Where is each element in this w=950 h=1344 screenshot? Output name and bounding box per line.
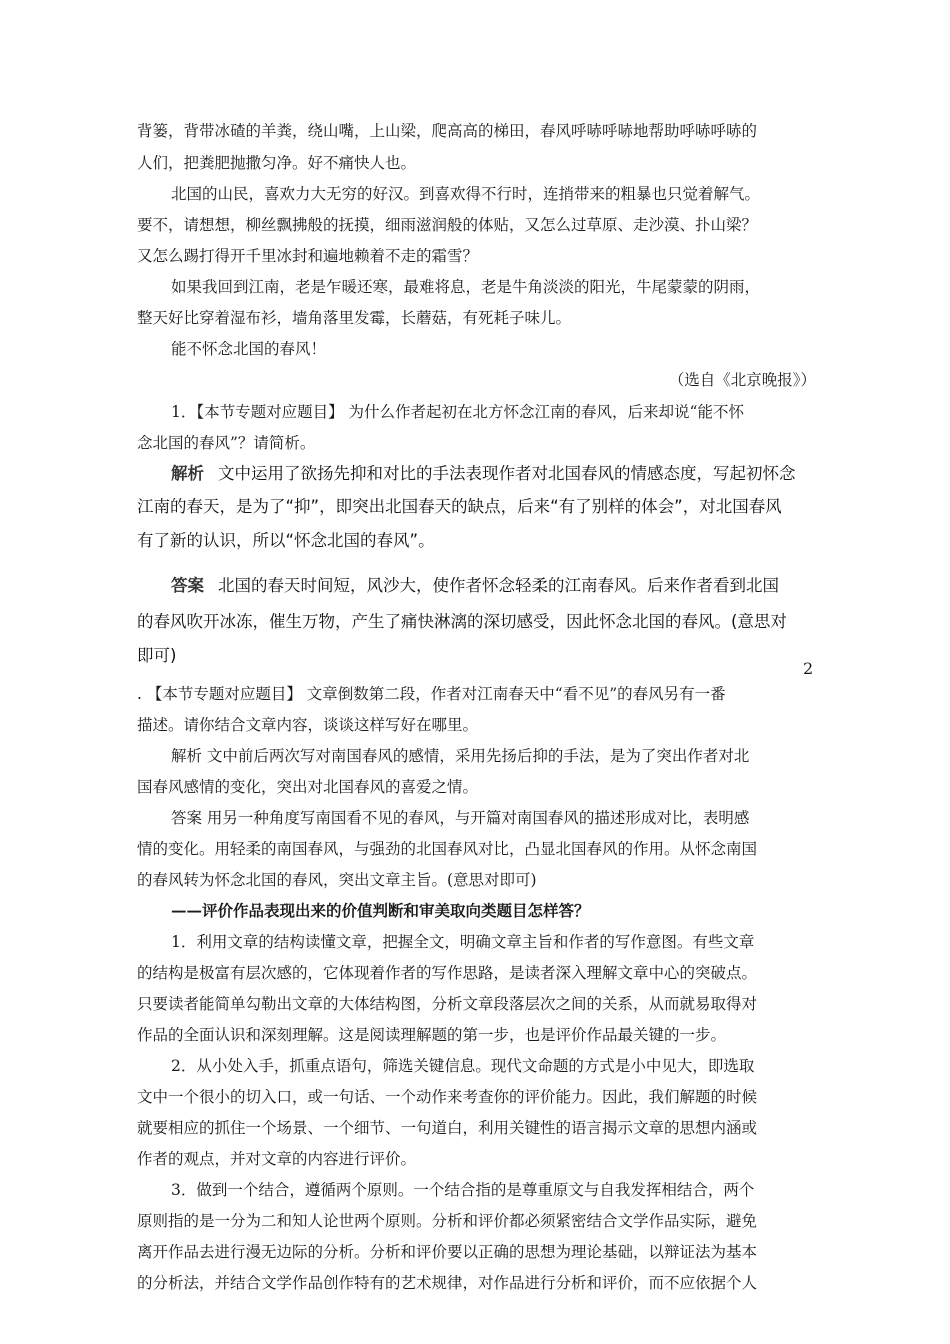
method-line: 离开作品去进行漫无边际的分析。分析和评价要以正确的思想为理论基础，以辩证法为基本 [137, 1243, 758, 1261]
analysis-label: 解析 [171, 464, 204, 483]
passage-line: 整天好比穿着湿布衫，墙角落里发霉，长蘑菇，有死耗子味儿。 [137, 309, 572, 327]
q1-answer-line: 即可) [137, 646, 177, 665]
passage-line: 北国的山民，喜欢力大无穷的好汉。到喜欢得不行时，连捎带来的粗暴也只觉着解气。 [171, 185, 761, 203]
passage-line: 要不，请想想，柳丝飘拂般的抚摸，细雨滋润般的体贴，又怎么过草原、走沙漠、扑山梁？ [137, 216, 758, 234]
q2-answer-line: 的春风转为怀念北国的春风，突出文章主旨。(意思对即可) [137, 871, 537, 889]
method-line: 3．做到一个结合，遵循两个原则。一个结合指的是尊重原文与自我发挥相结合，两个 [171, 1181, 755, 1199]
method-line: 的分析法，并结合文学作品创作特有的艺术规律，对作品进行分析和评价，而不应依据个人 [137, 1274, 758, 1292]
q1-answer-line: 的春风吹开冰冻，催生万物，产生了痛快淋漓的深切感受，因此怀念北国的春风。(意思对 [137, 612, 787, 631]
passage-line: 背篓，背带冰碴的羊粪，绕山嘴，上山梁，爬高高的梯田，春风呼哧呼哧地帮助呼哧呼哧的 [137, 122, 758, 140]
analysis-text: 文中运用了欲扬先抑和对比的手法表现作者对北国春风的情感态度，写起初怀念 [218, 464, 796, 483]
q1-analysis-line [171, 463, 851, 485]
question-1-line: 念北国的春风”？请简析。 [137, 434, 316, 452]
method-line: 2．从小处入手，抓重点语句，筛选关键信息。现代文命题的方式是小中见大，即选取 [171, 1057, 755, 1075]
q1-analysis-line: 江南的春天，是为了“抑”，即突出北国春天的缺点，后来“有了别样的体会”，对北国春风 [137, 497, 782, 516]
page-number: 2 [803, 659, 814, 678]
method-line: 的结构是极富有层次感的，它体现着作者的写作思路，是读者深入理解文章中心的突破点。 [137, 964, 758, 982]
question-1-line: 1．【本节专题对应题目】 为什么作者起初在北方怀念江南的春风，后来却说“能不怀 [171, 403, 744, 421]
question-2-line: 描述。请你结合文章内容，谈谈这样写好在哪里。 [137, 716, 479, 734]
section-heading: ——评价作品表现出来的价值判断和审美取向类题目怎样答？ [171, 901, 590, 920]
method-line: 原则指的是一分为二和知人论世两个原则。分析和评价都必须紧密结合文学作品实际，避免 [137, 1212, 758, 1230]
passage-line: 能不怀念北国的春风！ [171, 340, 327, 358]
method-line: 1．利用文章的结构读懂文章，把握全文，明确文章主旨和作者的写作意图。有些文章 [171, 933, 755, 951]
answer-label: 答案 [171, 576, 204, 595]
q1-analysis-line: 有了新的认识，所以“怀念北国的春风”。 [137, 531, 435, 550]
q2-answer-line: 情的变化。用轻柔的南国春风，与强劲的北国春风对比，凸显北国春风的作用。从怀念南国 [137, 840, 758, 858]
source-citation: （选自《北京晚报》） [668, 371, 816, 389]
passage-line: 如果我回到江南，老是乍暖还寒，最难将息，老是牛角淡淡的阳光，牛尾蒙蒙的阴雨， [171, 278, 761, 296]
passage-line: 又怎么踢打得开千里冰封和遍地赖着不走的霜雪？ [137, 247, 479, 265]
method-line: 作品的全面认识和深刻理解。这是阅读理解题的第一步，也是评价作品最关键的一步。 [137, 1026, 727, 1044]
q2-analysis-line: 国春风感情的变化，突出对北国春风的喜爱之情。 [137, 778, 479, 796]
q2-analysis-line: 解析 文中前后两次写对南国春风的感情，采用先扬后抑的手法，是为了突出作者对北 [171, 747, 750, 765]
passage-line: 人们，把粪肥抛撒匀净。好不痛快人也。 [137, 154, 417, 172]
q1-answer-line [171, 575, 851, 597]
method-line: 就要相应的抓住一个场景、一个细节、一句道白，利用关键性的语言揭示文章的思想内涵或 [137, 1119, 758, 1137]
method-line: 作者的观点，并对文章的内容进行评价。 [137, 1150, 417, 1168]
method-line: 只要读者能简单勾勒出文章的大体结构图，分析文章段落层次之间的关系，从而就易取得对 [137, 995, 758, 1013]
q2-answer-line: 答案 用另一种角度写南国看不见的春风，与开篇对南国春风的描述形成对比，表明感 [171, 809, 750, 827]
answer-text: 北国的春天时间短，风沙大，使作者怀念轻柔的江南春风。后来作者看到北国 [218, 576, 779, 595]
method-line: 文中一个很小的切入口，或一句话、一个动作来考查你的评价能力。因此，我们解题的时候 [137, 1088, 758, 1106]
question-2-line: . 【本节专题对应题目】 文章倒数第二段，作者对江南春天中“看不见”的春风另有一番 [137, 685, 726, 703]
